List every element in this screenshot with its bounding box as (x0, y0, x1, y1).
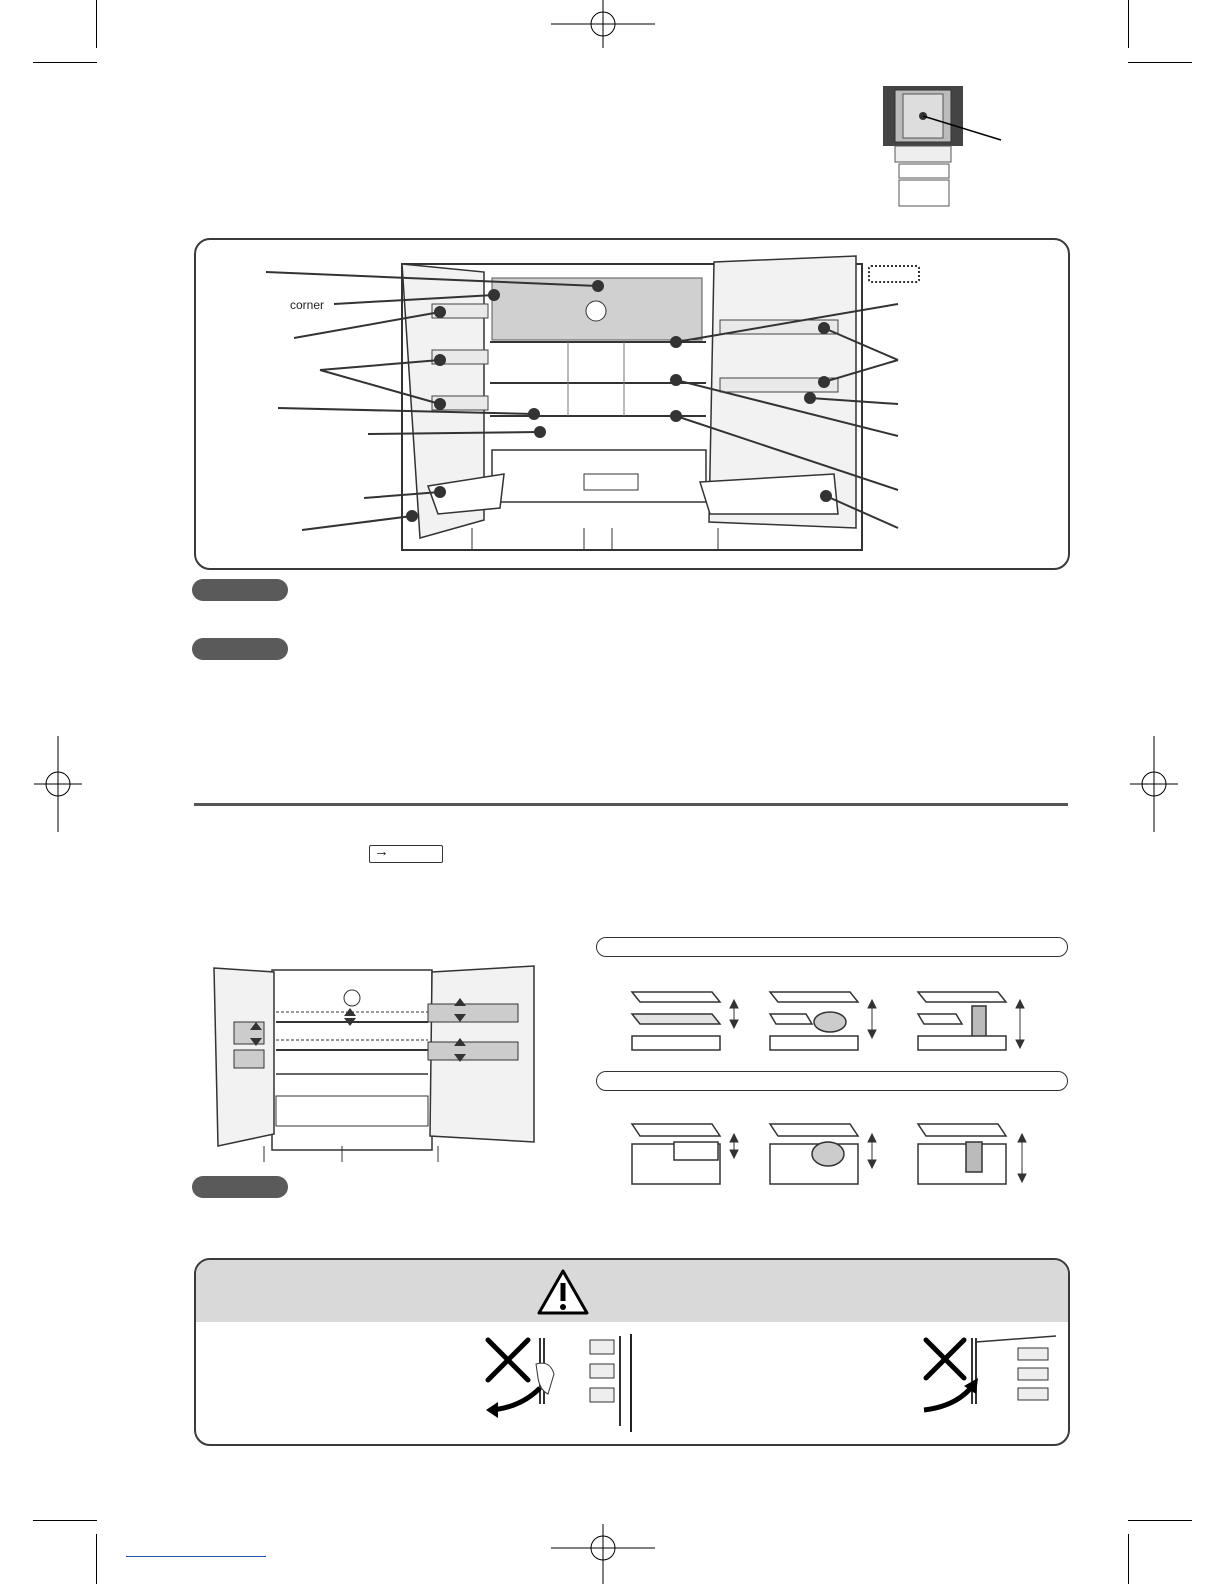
footer-link[interactable] (126, 1556, 266, 1557)
example-row-header-2 (596, 1071, 1068, 1091)
corner-callout-label: corner (290, 298, 325, 312)
shelf-height-examples-row-1 (626, 984, 1046, 1054)
fridge-thumbnail (875, 82, 1015, 214)
section-tag-1 (192, 579, 288, 601)
caution-illustration-right (918, 1334, 1062, 1434)
caution-illustration-left (480, 1334, 630, 1434)
fridge-interior-diagram (194, 238, 1066, 566)
example-row-header-1 (596, 937, 1068, 957)
warning-triangle-icon (536, 1268, 590, 1316)
shelf-adjustment-diagram (212, 962, 540, 1162)
page-reference-box (369, 845, 443, 863)
section-divider (194, 803, 1068, 806)
caution-header (196, 1260, 1068, 1322)
arrow-right-icon: → (374, 843, 389, 860)
shelf-height-examples-row-2 (626, 1116, 1046, 1190)
caution-column-divider (630, 1334, 632, 1432)
section-tag-2 (192, 638, 288, 660)
section-tag-3 (192, 1176, 288, 1198)
